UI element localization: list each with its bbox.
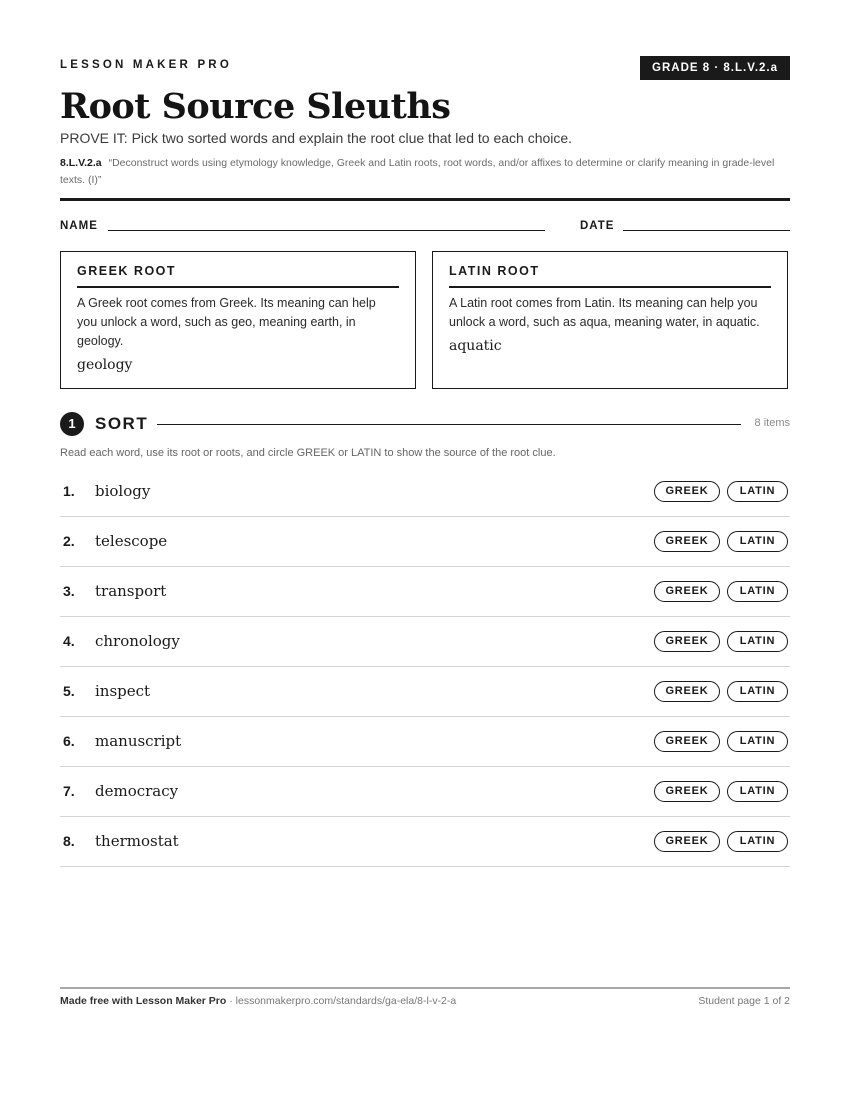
item-number: 7. bbox=[63, 783, 75, 799]
latin-choice-button[interactable]: LATIN bbox=[727, 831, 788, 852]
standard-description bbox=[60, 155, 790, 189]
greek-choice-button[interactable]: GREEK bbox=[654, 781, 720, 802]
item-word: thermostat bbox=[95, 832, 179, 850]
sort-item bbox=[60, 617, 790, 667]
greek-choice-button[interactable]: GREEK bbox=[654, 681, 720, 702]
sort-item bbox=[60, 467, 790, 517]
item-word: telescope bbox=[95, 532, 168, 550]
name-field[interactable] bbox=[108, 230, 545, 231]
page-subtitle: PROVE IT: Pick two sorted words and explain the root clue that led to each choice. bbox=[60, 130, 573, 146]
latin-choice-button[interactable]: LATIN bbox=[727, 781, 788, 802]
item-number: 3. bbox=[63, 583, 75, 599]
item-number: 6. bbox=[63, 733, 75, 749]
latin-choice-button[interactable]: LATIN bbox=[727, 531, 788, 552]
greek-root-example: geology bbox=[77, 357, 133, 373]
greek-choice-button[interactable]: GREEK bbox=[654, 631, 720, 652]
sort-item-list bbox=[60, 467, 790, 867]
greek-choice-button[interactable]: GREEK bbox=[654, 731, 720, 752]
sort-section-header bbox=[60, 412, 790, 436]
sort-instructions: Read each word, use its root or roots, and circle GREEK or LATIN to show the source of the root clue. bbox=[60, 447, 556, 459]
top-bar bbox=[60, 56, 790, 80]
item-number: 2. bbox=[63, 533, 75, 549]
item-number: 5. bbox=[63, 683, 75, 699]
item-word: biology bbox=[95, 482, 151, 500]
greek-choice-button[interactable]: GREEK bbox=[654, 581, 720, 602]
greek-choice-button[interactable]: GREEK bbox=[654, 831, 720, 852]
greek-root-card bbox=[60, 251, 416, 389]
footer-made-with: Made free with Lesson Maker Pro bbox=[60, 995, 227, 1007]
latin-choice-button[interactable]: LATIN bbox=[727, 731, 788, 752]
item-number: 4. bbox=[63, 633, 75, 649]
sort-item bbox=[60, 717, 790, 767]
item-word: transport bbox=[95, 582, 167, 600]
date-label: DATE bbox=[580, 220, 615, 232]
item-word: democracy bbox=[95, 782, 179, 800]
item-word: manuscript bbox=[95, 732, 182, 750]
footer-url[interactable]: · lessonmakerpro.com/standards/ga-ela/8-l-v-2-a bbox=[226, 995, 457, 1007]
section-number-badge: 1 bbox=[60, 412, 84, 436]
item-number: 1. bbox=[63, 483, 75, 499]
sort-item bbox=[60, 667, 790, 717]
section-title: SORT bbox=[95, 414, 149, 433]
greek-choice-button[interactable]: GREEK bbox=[654, 481, 720, 502]
latin-root-title: LATIN ROOT bbox=[449, 264, 771, 288]
section-divider bbox=[157, 424, 741, 425]
item-word: chronology bbox=[95, 632, 180, 650]
latin-choice-button[interactable]: LATIN bbox=[727, 481, 788, 502]
name-date-row bbox=[60, 219, 790, 235]
latin-choice-button[interactable]: LATIN bbox=[727, 631, 788, 652]
section-item-count: 8 items bbox=[754, 417, 790, 429]
footer-divider bbox=[60, 987, 790, 989]
footer-page-number: Student page 1 of 2 bbox=[698, 995, 790, 1007]
footer-credit bbox=[60, 995, 456, 1007]
greek-root-title: GREEK ROOT bbox=[77, 264, 399, 288]
name-label: NAME bbox=[60, 220, 98, 232]
latin-root-description: A Latin root comes from Latin. Its meaning can help you unlock a word, such as aqua, meaning water, in aquatic. bbox=[449, 296, 760, 329]
header-divider bbox=[60, 198, 790, 201]
standard-text: “Deconstruct words using etymology knowledge, Greek and Latin roots, root words, and/or affixes to determine or clarify meaning in grade-level texts. (I)” bbox=[60, 157, 775, 186]
sort-item bbox=[60, 567, 790, 617]
greek-choice-button[interactable]: GREEK bbox=[654, 531, 720, 552]
standard-code: 8.L.V.2.a bbox=[60, 157, 102, 169]
item-word: inspect bbox=[95, 682, 151, 700]
sort-item bbox=[60, 817, 790, 867]
latin-root-example: aquatic bbox=[449, 338, 502, 354]
page-title: Root Source Sleuths bbox=[60, 86, 451, 127]
date-field[interactable] bbox=[623, 230, 790, 231]
item-number: 8. bbox=[63, 833, 75, 849]
grade-badge: GRADE 8 · 8.L.V.2.a bbox=[640, 56, 790, 80]
greek-root-description: A Greek root comes from Greek. Its meaning can help you unlock a word, such as geo, meaning earth, in geology. bbox=[77, 296, 376, 348]
latin-choice-button[interactable]: LATIN bbox=[727, 581, 788, 602]
brand-name: LESSON MAKER PRO bbox=[60, 59, 232, 71]
sort-item bbox=[60, 517, 790, 567]
latin-choice-button[interactable]: LATIN bbox=[727, 681, 788, 702]
sort-item bbox=[60, 767, 790, 817]
latin-root-card bbox=[432, 251, 788, 389]
